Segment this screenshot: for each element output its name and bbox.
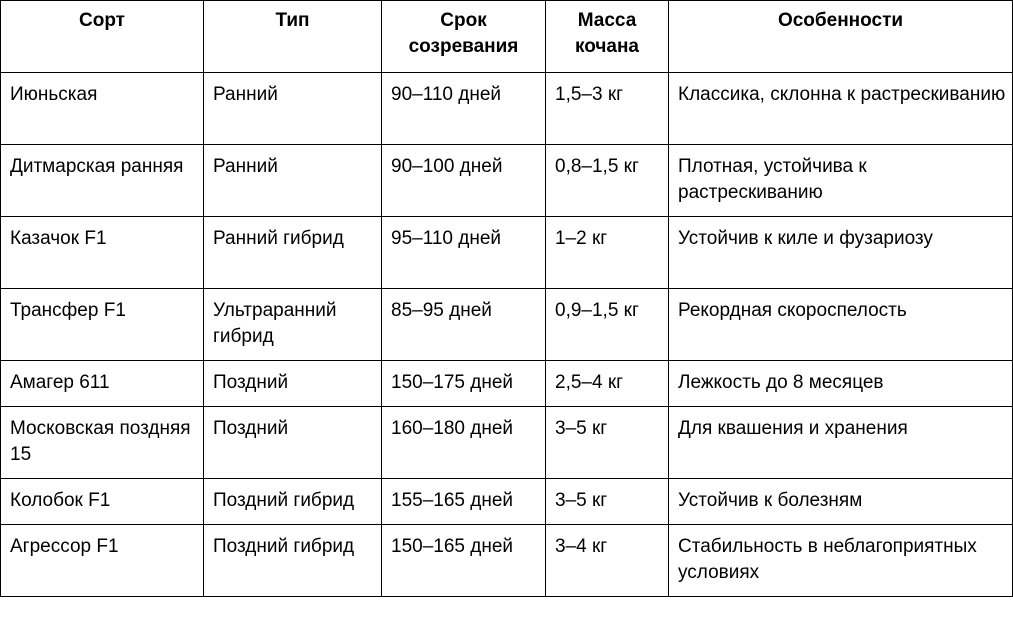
cell-type: Ультраранний гибрид — [204, 289, 382, 361]
header-type: Тип — [204, 1, 382, 73]
cell-ripening-time: 85–95 дней — [382, 289, 546, 361]
cell-variety: Дитмарская ранняя — [1, 145, 204, 217]
header-features: Особенности — [669, 1, 1013, 73]
cell-features: Классика, склонна к растрескиванию — [669, 73, 1013, 145]
cell-features: Лежкость до 8 месяцев — [669, 361, 1013, 407]
table-body — [1, 73, 1013, 597]
cell-features: Стабильность в неблагоприятных условиях — [669, 525, 1013, 597]
cell-ripening-time: 160–180 дней — [382, 407, 546, 479]
table-row — [1, 407, 1013, 479]
cell-type: Поздний — [204, 407, 382, 479]
cell-type: Ранний — [204, 145, 382, 217]
cell-ripening-time: 95–110 дней — [382, 217, 546, 289]
cell-features: Для квашения и хранения — [669, 407, 1013, 479]
table-row — [1, 361, 1013, 407]
header-ripening-time: Срок созревания — [382, 1, 546, 73]
table-row — [1, 145, 1013, 217]
cell-variety: Московская поздняя 15 — [1, 407, 204, 479]
table-header — [1, 1, 1013, 73]
table-row — [1, 289, 1013, 361]
cell-head-weight: 1–2 кг — [546, 217, 669, 289]
table-row — [1, 217, 1013, 289]
cell-type: Поздний — [204, 361, 382, 407]
cell-features: Плотная, устойчива к растрескиванию — [669, 145, 1013, 217]
cell-variety: Амагер 611 — [1, 361, 204, 407]
cell-ripening-time: 90–110 дней — [382, 73, 546, 145]
cell-type: Ранний гибрид — [204, 217, 382, 289]
header-row — [1, 1, 1013, 73]
cell-ripening-time: 150–165 дней — [382, 525, 546, 597]
cell-ripening-time: 155–165 дней — [382, 479, 546, 525]
cell-head-weight: 0,9–1,5 кг — [546, 289, 669, 361]
cell-ripening-time: 150–175 дней — [382, 361, 546, 407]
cell-variety: Июньская — [1, 73, 204, 145]
cell-variety: Трансфер F1 — [1, 289, 204, 361]
cell-head-weight: 1,5–3 кг — [546, 73, 669, 145]
table-row — [1, 479, 1013, 525]
cell-ripening-time: 90–100 дней — [382, 145, 546, 217]
cell-head-weight: 2,5–4 кг — [546, 361, 669, 407]
cell-features: Устойчив к киле и фузариозу — [669, 217, 1013, 289]
cell-variety: Казачок F1 — [1, 217, 204, 289]
cell-type: Поздний гибрид — [204, 525, 382, 597]
table-row — [1, 73, 1013, 145]
cell-head-weight: 3–5 кг — [546, 407, 669, 479]
cell-variety: Агрессор F1 — [1, 525, 204, 597]
cell-type: Ранний — [204, 73, 382, 145]
header-variety: Сорт — [1, 1, 204, 73]
cell-features: Устойчив к болезням — [669, 479, 1013, 525]
cell-features: Рекордная скороспелость — [669, 289, 1013, 361]
cell-head-weight: 3–4 кг — [546, 525, 669, 597]
table-row — [1, 525, 1013, 597]
cell-head-weight: 0,8–1,5 кг — [546, 145, 669, 217]
header-head-weight: Масса кочана — [546, 1, 669, 73]
cell-variety: Колобок F1 — [1, 479, 204, 525]
cell-head-weight: 3–5 кг — [546, 479, 669, 525]
cell-type: Поздний гибрид — [204, 479, 382, 525]
